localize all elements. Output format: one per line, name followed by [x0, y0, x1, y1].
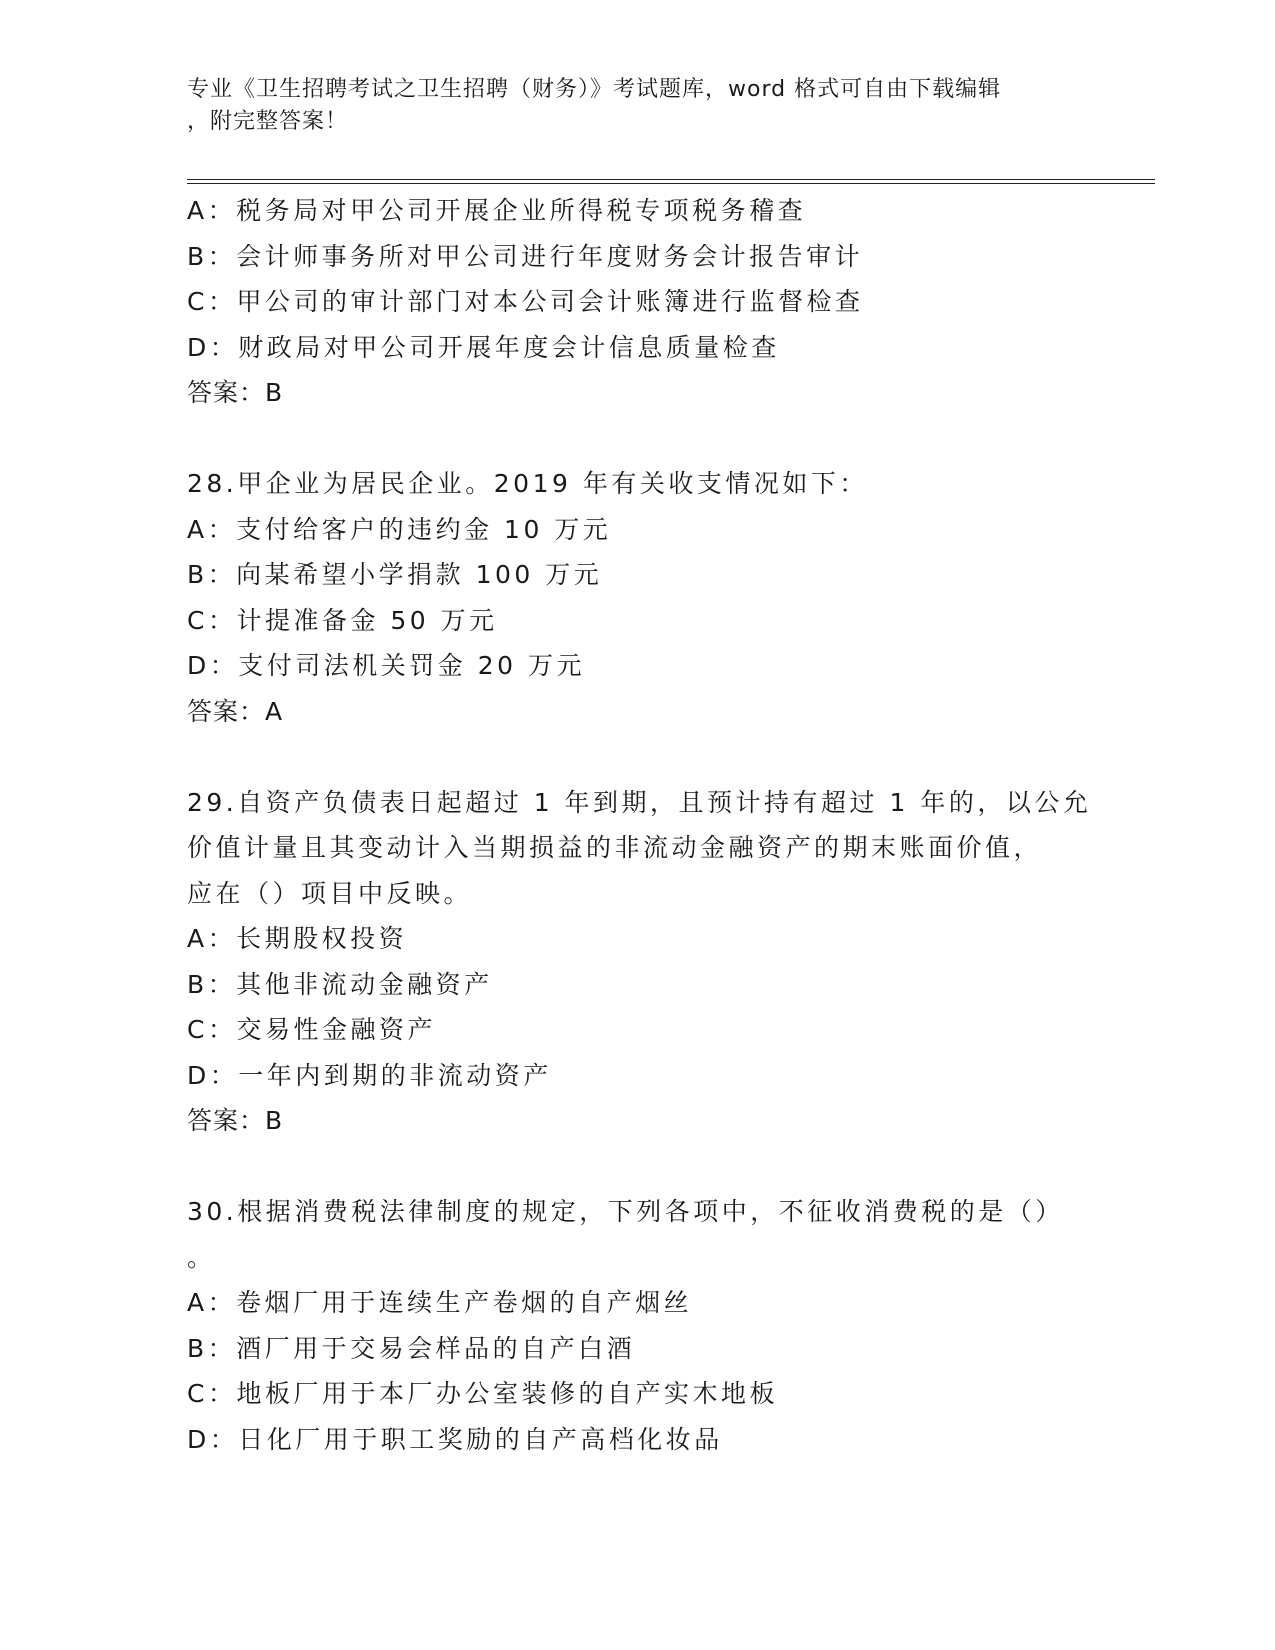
question-27: [187, 188, 1087, 416]
question-text-line-2: 。: [187, 1242, 216, 1272]
header-divider-top: [187, 179, 1155, 180]
option-c: C：交易性金融资产: [187, 1015, 436, 1044]
question-29: [187, 780, 1092, 1144]
answer: 答案：B: [187, 1106, 284, 1135]
option-b: B：其他非流动金融资产: [187, 969, 493, 999]
option-d: D：支付司法机关罚金 20 万元: [187, 651, 585, 680]
option-a: A：长期股权投资: [187, 924, 408, 953]
question-text-line-2: 价值计量且其变动计入当期损益的非流动金融资产的期末账面价值，: [187, 833, 1043, 862]
option-c: C：地板厂用于本厂办公室装修的自产实木地板: [187, 1379, 778, 1408]
header-divider-bottom: [187, 183, 1155, 184]
answer: 答案：B: [187, 378, 284, 407]
answer: 答案：A: [187, 696, 284, 726]
option-b: B：会计师事务所对甲公司进行年度财务会计报告审计: [187, 241, 864, 271]
option-c: C：计提准备金 50 万元: [187, 605, 498, 635]
option-a: A：税务局对甲公司开展企业所得税专项税务稽查: [187, 196, 807, 225]
option-b: B：向某希望小学捐款 100 万元: [187, 560, 603, 589]
question-text: 28.甲企业为居民企业。2019 年有关收支情况如下：: [187, 469, 868, 498]
document-header: [187, 74, 1067, 138]
question-text-line-1: 30.根据消费税法律制度的规定，下列各项中，不征收消费税的是（）: [187, 1197, 1064, 1226]
option-d: D：财政局对甲公司开展年度会计信息质量检查: [187, 332, 780, 362]
option-a: A：卷烟厂用于连续生产卷烟的自产烟丝: [187, 1288, 693, 1317]
question-list: [187, 188, 1092, 1462]
question-28: [187, 461, 1087, 734]
option-d: D：日化厂用于职工奖励的自产高档化妆品: [187, 1424, 723, 1454]
spacer: [187, 416, 1087, 462]
spacer: [187, 1144, 1087, 1190]
question-30: [187, 1189, 1087, 1462]
option-b: B：酒厂用于交易会样品的自产白酒: [187, 1333, 636, 1363]
option-a: A：支付给客户的违约金 10 万元: [187, 514, 612, 544]
header-line-1: 专业《卫生招聘考试之卫生招聘（财务）》考试题库，word 格式可自由下载编辑: [187, 77, 1002, 102]
option-d: D：一年内到期的非流动资产: [187, 1060, 552, 1090]
header-line-2: ，附完整答案！: [187, 109, 349, 134]
spacer: [187, 734, 1087, 780]
question-text-line-3: 应在（）项目中反映。: [187, 878, 473, 908]
option-c: C：甲公司的审计部门对本公司会计账簿进行监督检查: [187, 287, 864, 316]
question-text-line-1: 29.自资产负债表日起超过 1 年到期，且预计持有超过 1 年的，以公允: [187, 787, 1092, 817]
